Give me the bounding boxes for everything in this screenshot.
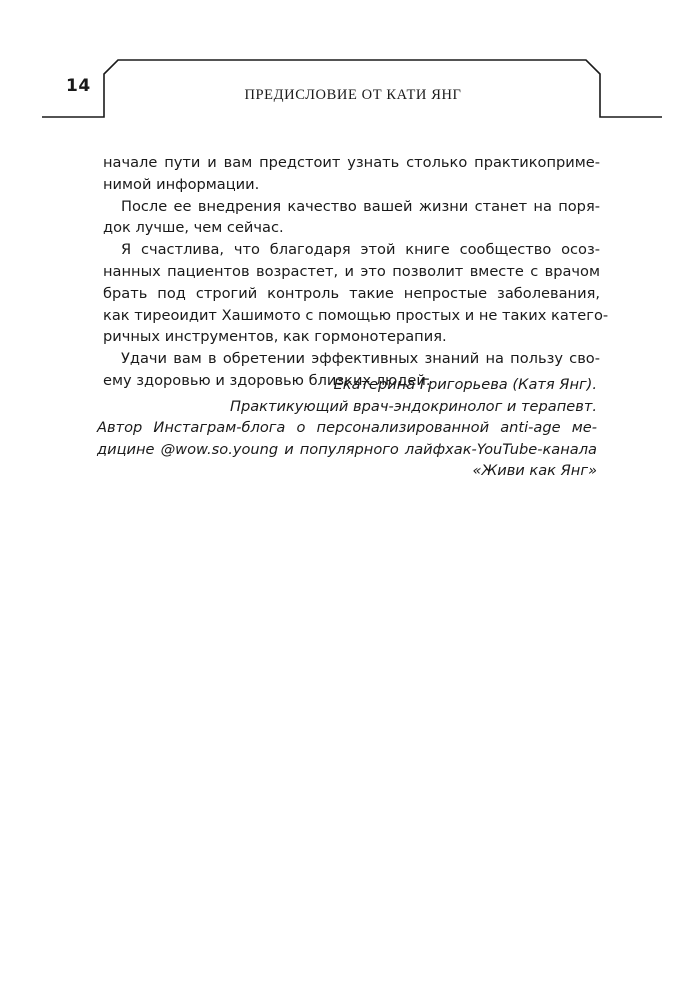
body-line: ричных инструментов, как гормонотерапия. xyxy=(103,328,447,346)
body-line: ему здоровью и здоровью близких людей. xyxy=(103,371,431,389)
signature-blog-line: дицине @wow.so.young и популярного лайфхак-YouTube-канала xyxy=(97,440,597,458)
body-line: Я счастлива, что благодаря этой книге сообщество осоз- xyxy=(121,241,600,259)
running-head: ПРЕДИСЛОВИЕ ОТ КАТИ ЯНГ xyxy=(244,87,462,103)
body-line: нимой информации. xyxy=(103,175,260,193)
signature-channel: «Живи как Янг» xyxy=(472,462,597,480)
signature-block xyxy=(97,374,597,482)
header-frame xyxy=(0,0,682,130)
body-line: как тиреоидит Хашимото с помощью простых и не таких катего- xyxy=(103,306,609,324)
page-number: 14 xyxy=(66,76,91,96)
signature-author: Екатерина Григорьева (Катя Янг). xyxy=(333,376,597,393)
body-line: Удачи вам в обретении эффективных знаний на пользу сво- xyxy=(121,350,600,368)
signature-blog-line: Автор Инстаграм-блога о персонализированной anti-age ме- xyxy=(97,419,597,437)
body-line: брать под строгий контроль такие непростые заболевания, xyxy=(103,284,600,302)
body-line: нанных пациентов возрастет, и это позволит вместе с врачом xyxy=(103,262,600,280)
body-line: После ее внедрения качество вашей жизни станет на поря- xyxy=(121,197,600,215)
signature-title: Практикующий врач-эндокринолог и терапевт. xyxy=(229,397,597,415)
body-line: док лучше, чем сейчас. xyxy=(103,219,284,237)
body-line: начале пути и вам предстоит узнать столько практикоприме- xyxy=(103,154,600,171)
body-text xyxy=(103,152,609,392)
